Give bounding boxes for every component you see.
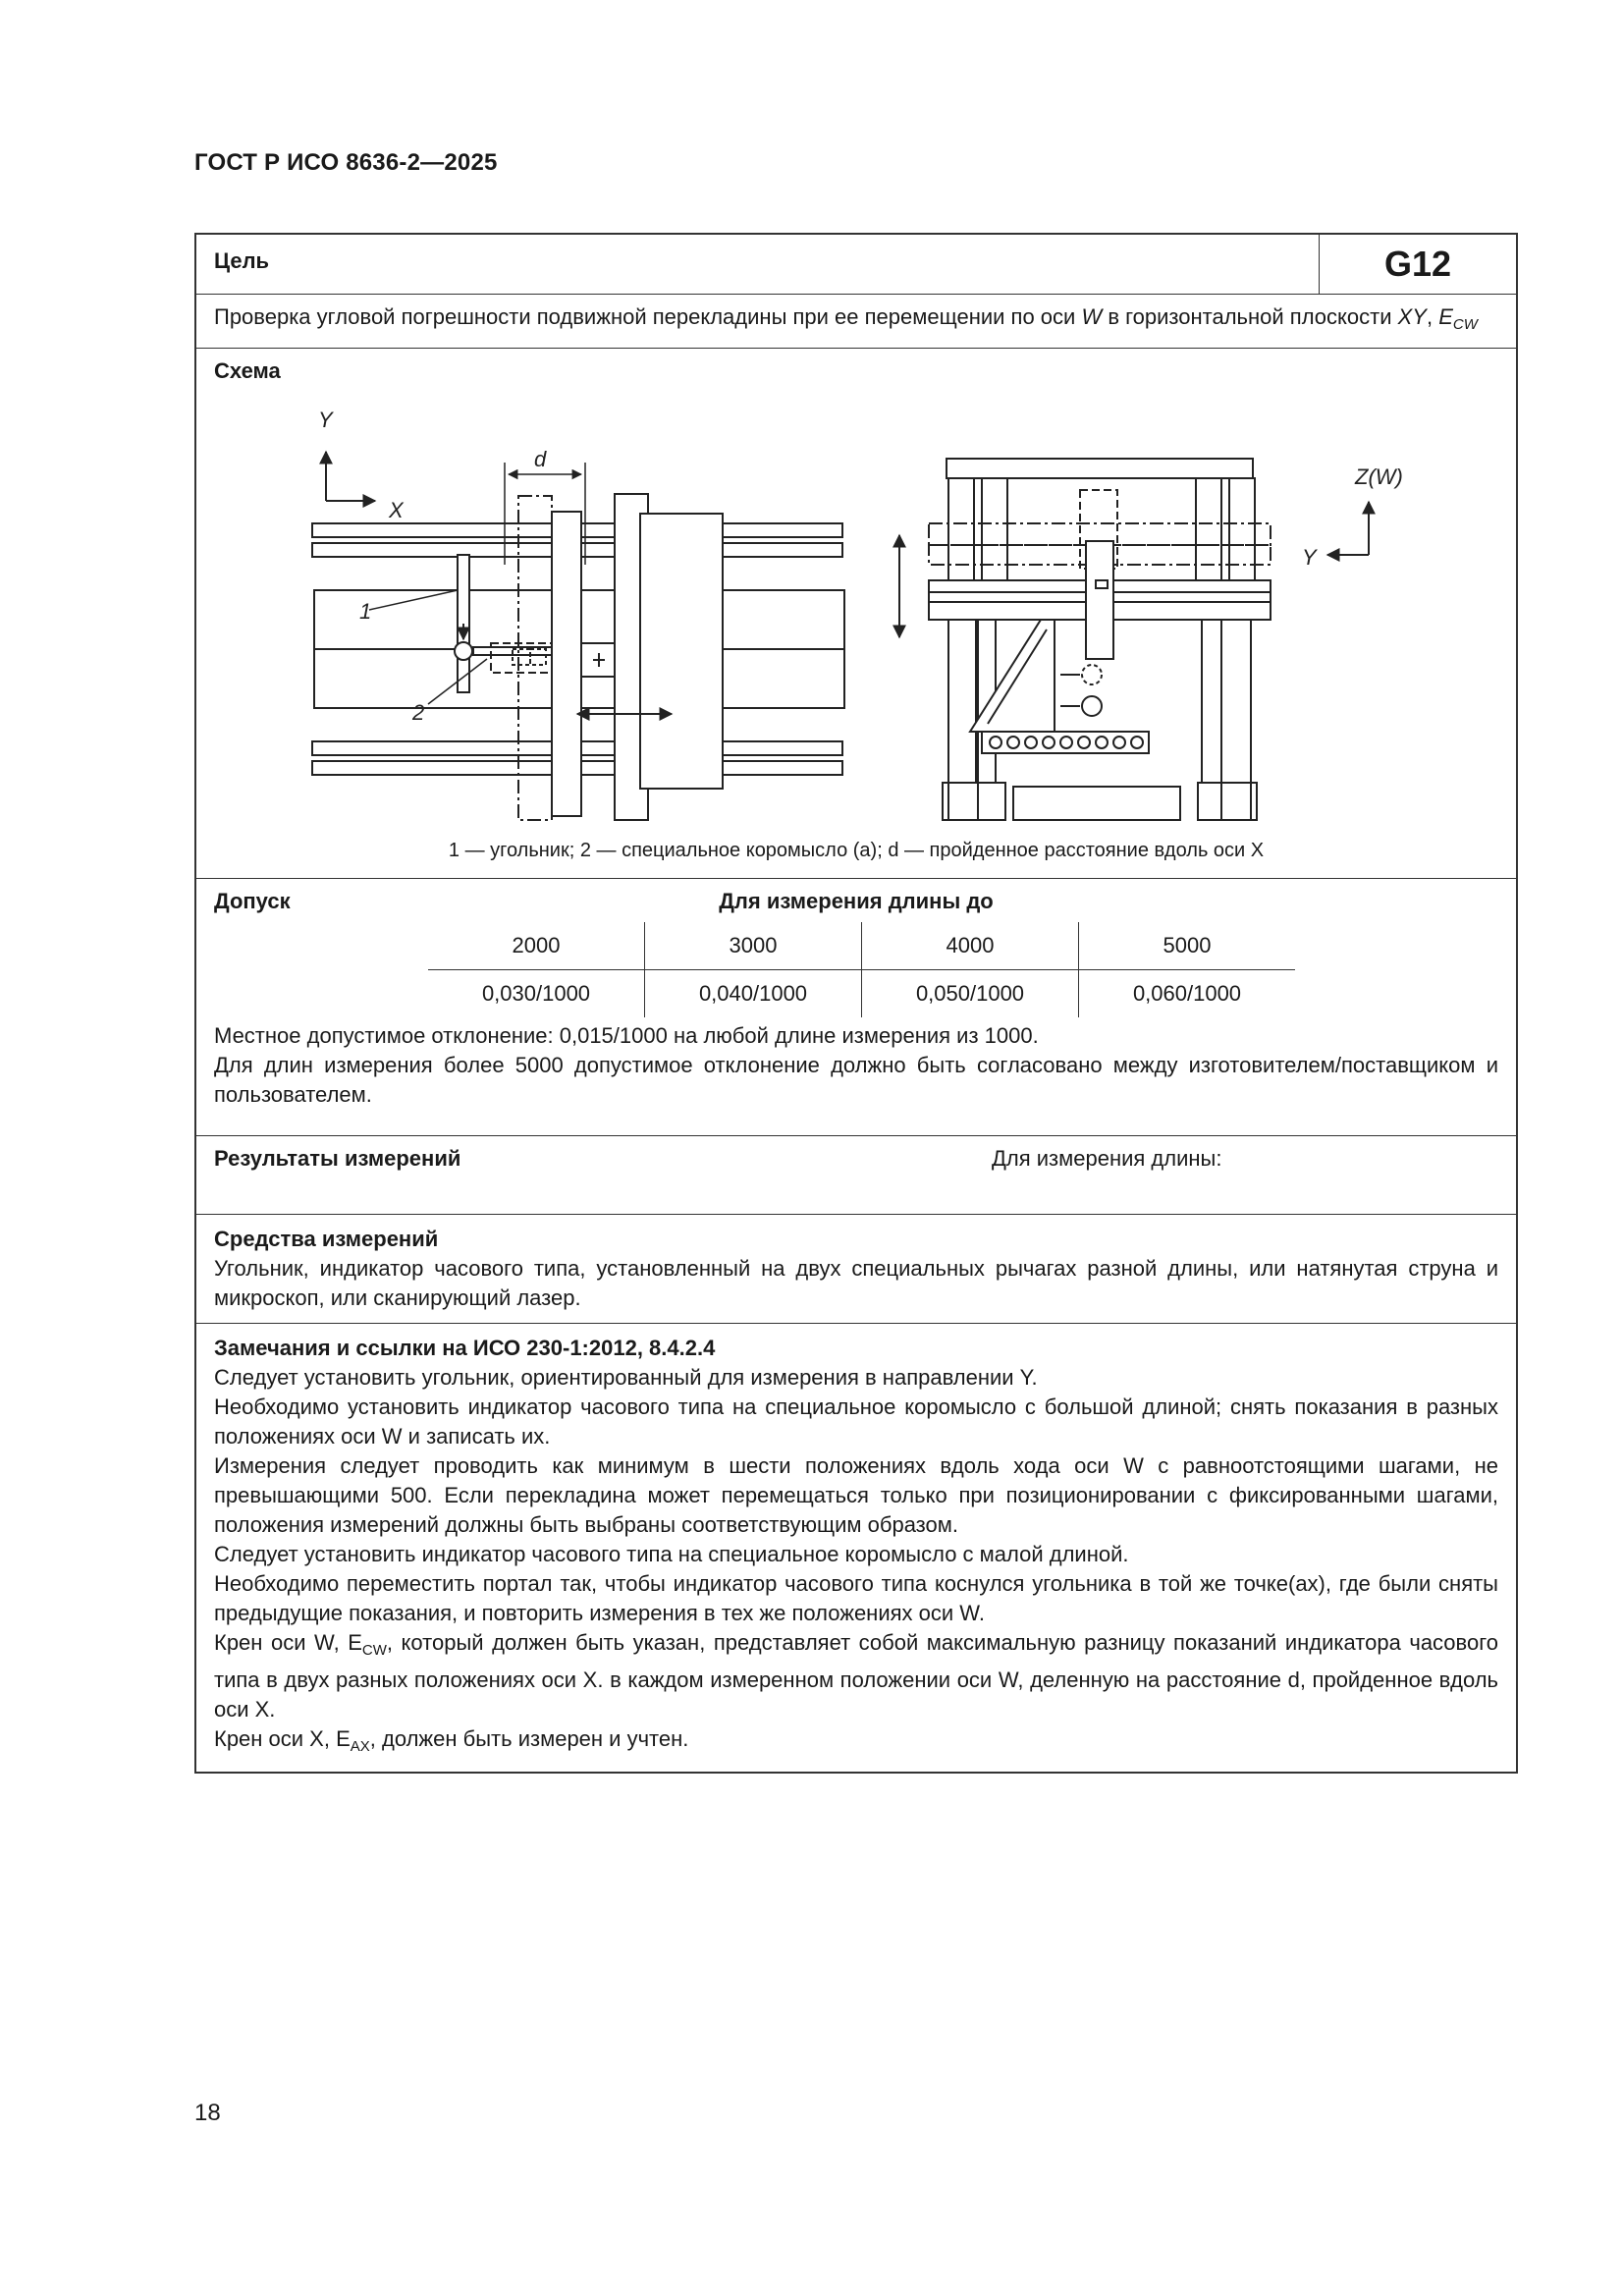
dimension-d-label: d (534, 447, 547, 471)
right-view (899, 459, 1403, 820)
remark-paragraph: Необходимо установить индикатор часового типа на специальное коромысло с большой длиной; снять показания в разных положениях оси W и записать их. (214, 1394, 1498, 1449)
table-row (428, 970, 1295, 1018)
value-cell: 0,060/1000 (1079, 970, 1296, 1018)
remark-paragraph: Необходимо переместить портал так, чтобы индикатор часового типа коснулся угольника в той же точке(ах), где были сняты предыдущие показания, и повторить измерения в тех же положениях оси W. (214, 1571, 1498, 1625)
instruments-label: Средства измерений (214, 1227, 439, 1251)
tolerance-title: Для измерения длины до (719, 889, 994, 913)
instruments-text: Угольник, индикатор часового типа, установленный на двух специальных рычагах разной длины, или натянутая струна и микроскоп, или сканирующий лазер. (214, 1256, 1498, 1310)
schema-section (196, 349, 1516, 879)
remark-paragraph: Следует установить индикатор часового типа на специальное коромысло с малой длиной. (214, 1542, 1129, 1566)
results-label: Результаты измерений (214, 1146, 461, 1171)
tolerance-label: Допуск (214, 889, 291, 913)
test-sheet (194, 233, 1518, 1774)
remarks-label: Замечания и ссылки на ИСО 230-1:2012, 8.4.2.4 (214, 1336, 716, 1360)
purpose-label: Цель (214, 248, 270, 273)
value-cell: 0,040/1000 (645, 970, 862, 1018)
instruments-section (196, 1215, 1516, 1324)
axis-y-label: Y (318, 408, 333, 432)
test-id: G12 (1319, 235, 1516, 294)
length-cell: 2000 (428, 922, 645, 970)
results-length-label: Для измерения длины: (992, 1146, 1222, 1171)
remark-paragraph: Крен оси W, $E_{CW}$, который должен быть указан, представляет собой максимальную разницу показаний индикатора часового типа в двух разных положениях оси X. в каждом измеренном положении оси W, деленную на расстояние d, пройденное вдоль оси X. (214, 1630, 1498, 1722)
schema-label: Схема (214, 358, 281, 383)
results-section (196, 1136, 1516, 1215)
item-2-label: 2 (412, 700, 425, 725)
local-deviation-note: Местное допустимое отклонение: 0,015/1000 на любой длине измерения из 1000. (214, 1023, 1039, 1048)
length-cell: 5000 (1079, 922, 1296, 970)
schema-caption: 1 — угольник; 2 — специальное коромысло (а); d — пройденное расстояние вдоль оси X (448, 840, 1265, 861)
value-cell: 0,030/1000 (481, 981, 591, 1006)
axis-x-label: X (389, 498, 404, 522)
length-cell: 4000 (862, 922, 1079, 970)
axis-y-right-label: Y (1302, 545, 1317, 570)
remark-paragraph: Крен оси X, $E_{AX}$, должен быть измерен и учтен. (214, 1726, 689, 1755)
purpose-text: Проверка угловой погрешности подвижной перекладины при ее перемещении по оси W в горизонтальной плоскости XY, $E_{CW}$ (214, 304, 1478, 333)
value-cell: 0,050/1000 (862, 970, 1079, 1018)
tolerance-section (196, 879, 1516, 1136)
remarks-section (196, 1324, 1516, 1772)
long-length-note: Для длин измерения более 5000 допустимое отклонение должно быть согласовано между изготовителем/поставщиком и пользователем. (214, 1053, 1498, 1107)
tolerance-table (428, 922, 1295, 1017)
remark-paragraph: Следует установить угольник, ориентированный для измерения в направлении Y. (214, 1365, 1038, 1390)
tolerance-notes (214, 1021, 1498, 1110)
axis-zw-label: Z(W) (1355, 465, 1403, 489)
table-row (428, 922, 1295, 970)
purpose-section (196, 235, 1516, 349)
document-header: ГОСТ Р ИСО 8636-2—2025 (194, 149, 498, 176)
schema-drawing (196, 349, 1516, 840)
page-number: 18 (194, 2100, 221, 2126)
left-view (312, 408, 844, 820)
length-cell: 3000 (645, 922, 862, 970)
remark-paragraph: Измерения следует проводить как минимум в шести положениях вдоль хода оси W с равноотстоящими шагами, не превышающими 500. Если перекладина может перемещаться только при позиционировании с фиксированными шагами, положения измерений должны быть выбраны соответствующим образом. (214, 1453, 1498, 1537)
item-1-label: 1 (359, 599, 372, 624)
